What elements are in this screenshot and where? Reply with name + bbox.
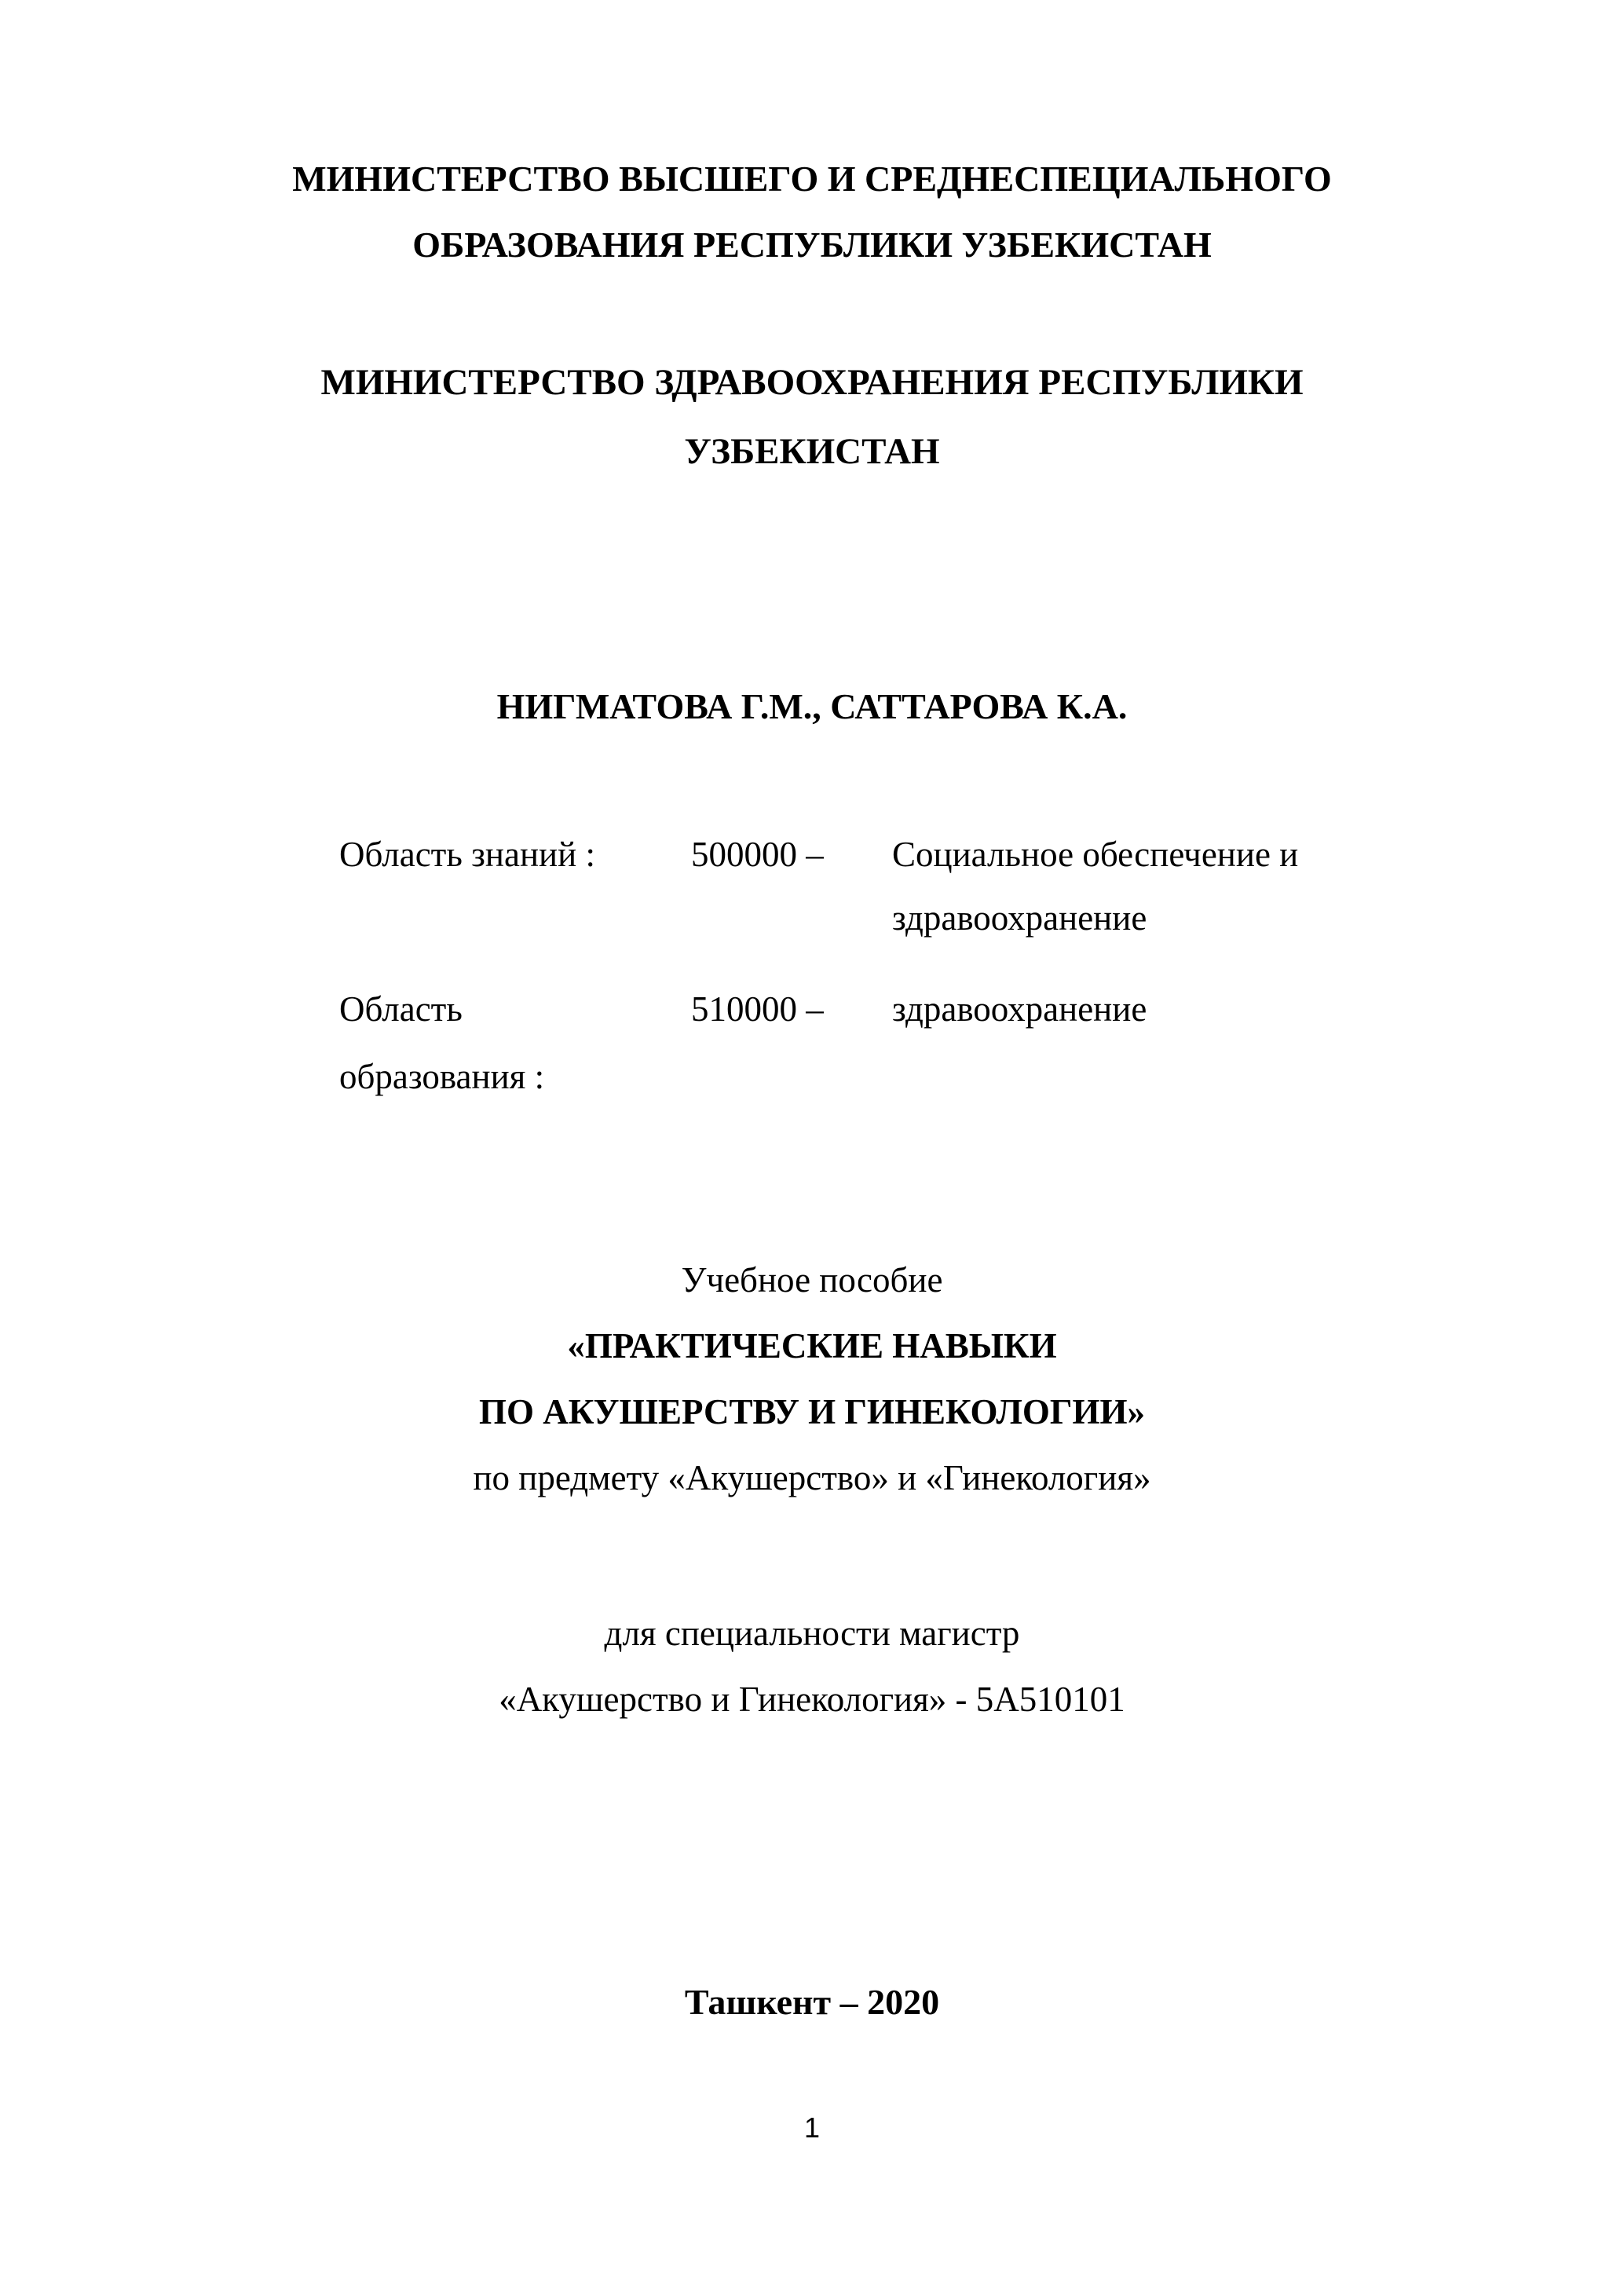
specialty-line-2: «Акушерство и Гинекология» - 5А510101 xyxy=(499,1680,1125,1719)
knowledge-field-label: Область знаний : xyxy=(339,835,595,874)
specialty-block xyxy=(0,1600,1624,1732)
ministry-higher-line-1: МИНИСТЕРСТВО ВЫСШЕГО И СРЕДНЕСПЕЦИАЛЬНОГО xyxy=(292,159,1332,199)
education-field-label-line-2: образования : xyxy=(339,1057,545,1096)
textbook-title-block xyxy=(0,1247,1624,1511)
textbook-title-line-2: ПО АКУШЕРСТВУ И ГИНЕКОЛОГИИ» xyxy=(479,1392,1145,1431)
education-field-value: здравоохранение xyxy=(892,989,1147,1029)
knowledge-field-value-line-2: здравоохранение xyxy=(892,898,1147,938)
knowledge-field-value-line-1: Социальное обеспечение и xyxy=(892,835,1299,874)
specialty-line-1: для специальности магистр xyxy=(604,1614,1020,1653)
ministry-health-line-1: МИНИСТЕРСТВО ЗДРАВООХРАНЕНИЯ РЕСПУБЛИКИ xyxy=(320,362,1304,403)
city-year: Ташкент – 2020 xyxy=(684,1982,940,2022)
ministry-health-header xyxy=(0,348,1624,486)
ministry-higher-line-2: ОБРАЗОВАНИЯ РЕСПУБЛИКИ УЗБЕКИСТАН xyxy=(412,225,1212,265)
ministry-higher-education-header xyxy=(0,146,1624,278)
authors: НИГМАТОВА Г.М., САТТАРОВА К.А. xyxy=(496,686,1128,726)
textbook-subject: по предмету «Акушерство» и «Гинекология» xyxy=(473,1458,1151,1497)
ministry-health-line-2: УЗБЕКИСТАН xyxy=(684,431,940,472)
education-field-label-line-1: Область xyxy=(339,989,463,1029)
knowledge-field-code: 500000 – xyxy=(691,835,824,874)
page-number: 1 xyxy=(803,2111,821,2144)
textbook-title-line-1: «ПРАКТИЧЕСКИЕ НАВЫКИ xyxy=(567,1326,1057,1366)
textbook-type: Учебное пособие xyxy=(681,1260,943,1300)
education-field-code: 510000 – xyxy=(691,989,824,1029)
